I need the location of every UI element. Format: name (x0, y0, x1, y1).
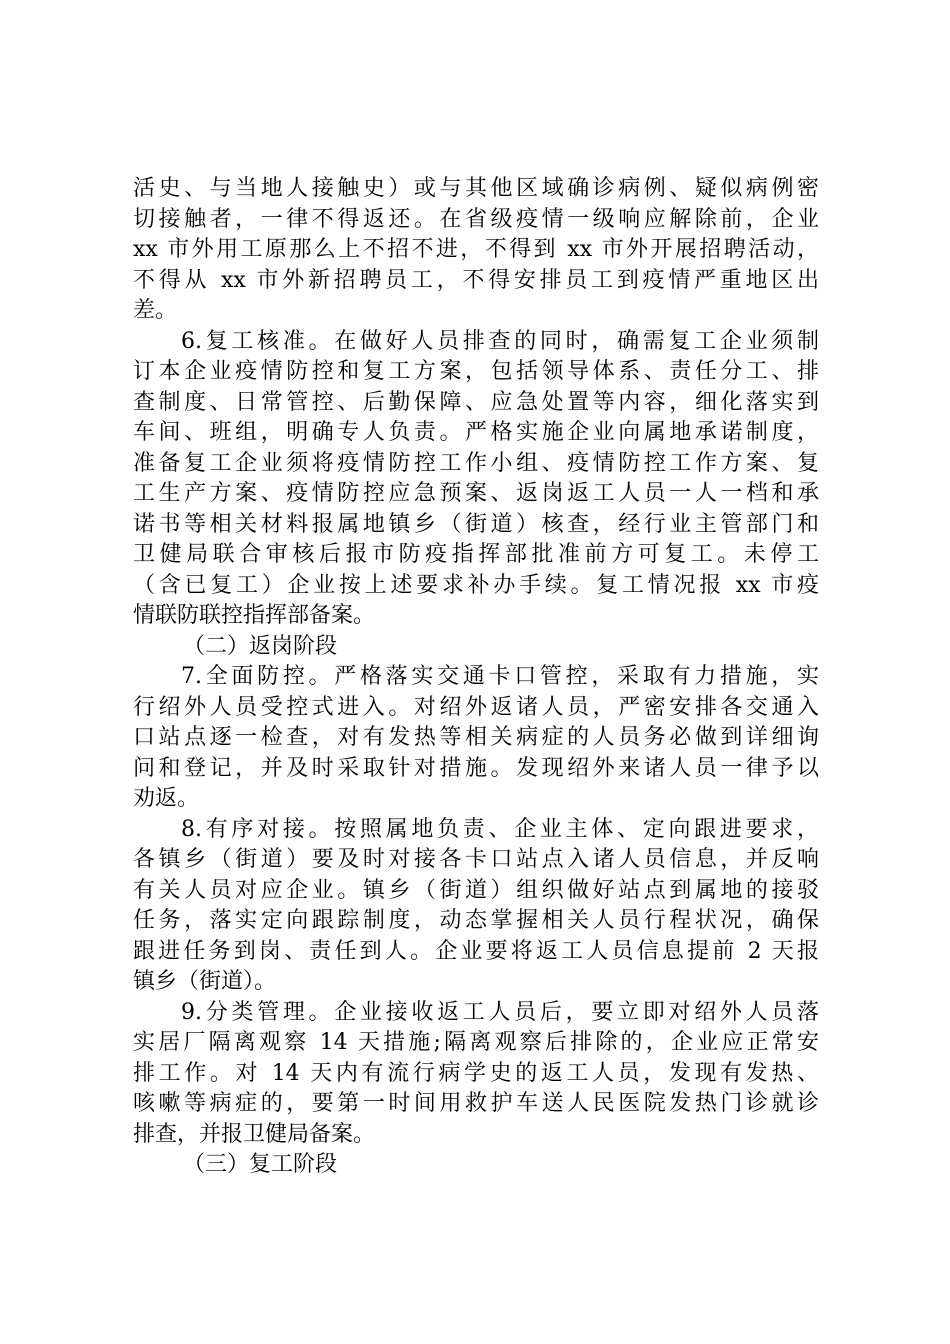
section-heading-text: （三）复工阶段 (183, 1152, 338, 1177)
text-line: 咳嗽等病症的，要第一时间用救护车送人民医院发热门诊就诊 (133, 1091, 819, 1116)
text-line: 实居厂隔离观察 14 天措施;隔离观察后排除的，企业应正常安 (133, 1030, 819, 1055)
section-heading (133, 1150, 819, 1181)
text-line: 切接触者，一律不得返还。在省级疫情一级响应解除前，企业 (133, 206, 819, 232)
paragraph (133, 174, 819, 327)
text-line: 7.全面防控。严格落实交通卡口管控，采取有力措施，实 (181, 664, 819, 689)
text-line: 任务，落实定向跟踪制度，动态掌握相关人员行程状况，确保 (133, 908, 819, 933)
text-line: 诺书等相关材料报属地镇乡（街道）核查，经行业主管部门和 (133, 511, 819, 537)
text-line: （含已复工）企业按上述要求补办手续。复工情况报 xx 市疫 (133, 572, 819, 598)
text-line: 工生产方案、疫情防控应急预案、返岗返工人员一人一档和承 (133, 481, 819, 506)
text-line: xx 市外用工原那么上不招不进，不得到 xx 市外开展招聘活动， (133, 237, 819, 262)
paragraph (133, 662, 819, 815)
text-line: 排工作。对 14 天内有流行病学史的返工人员，发现有发热、 (133, 1060, 819, 1086)
section-heading (133, 632, 819, 663)
text-line: 镇乡（街道）。 (133, 969, 277, 994)
text-line: 8.有序对接。按照属地负责、企业主体、定向跟进要求， (181, 816, 819, 842)
text-line: 查制度、日常管控、后勤保障、应急处置等内容，细化落实到 (133, 389, 819, 415)
text-line: 跟进任务到岗、责任到人。企业要将返工人员信息提前 2 天报 (133, 938, 819, 964)
text-line: 行绍外人员受控式进入。对绍外返诸人员，严密安排各交通入 (133, 694, 819, 720)
text-line: 准备复工企业须将疫情防控工作小组、疫情防控工作方案、复 (133, 450, 819, 476)
text-line: 差。 (133, 298, 178, 323)
paragraph (133, 815, 819, 998)
text-line: 问和登记，并及时采取针对措施。发现绍外来诸人员一律予以 (133, 755, 819, 781)
text-line: 情联防联控指挥部备案。 (133, 603, 376, 628)
text-line: 不得从 xx 市外新招聘员工，不得安排员工到疫情严重地区出 (133, 267, 819, 293)
text-line: 排查，并报卫健局备案。 (133, 1121, 376, 1147)
text-line: 劝返。 (133, 786, 200, 811)
section-heading-text: （二）返岗阶段 (183, 633, 338, 659)
text-line: 车间、班组，明确专人负责。严格实施企业向属地承诺制度， (133, 420, 819, 445)
text-line: 口站点逐一检查，对有发热等相关病症的人员务必做到详细询 (133, 725, 819, 750)
text-line: 活史、与当地人接触史）或与其他区域确诊病例、疑似病例密 (133, 176, 819, 201)
paragraph (133, 998, 819, 1151)
text-line: 有关人员对应企业。镇乡（街道）组织做好站点到属地的接驳 (133, 877, 819, 903)
text-line: 卫健局联合审核后报市防疫指挥部批准前方可复工。未停工 (133, 542, 819, 567)
text-line: 订本企业疫情防控和复工方案，包括领导体系、责任分工、排 (133, 359, 819, 384)
text-line: 各镇乡（街道）要及时对接各卡口站点入诸人员信息，并反响 (133, 847, 819, 872)
text-line: 9.分类管理。企业接收返工人员后，要立即对绍外人员落 (181, 999, 819, 1025)
text-line: 6.复工核准。在做好人员排查的同时，确需复工企业须制 (181, 328, 819, 354)
paragraph (133, 327, 819, 632)
document-body (133, 174, 819, 1181)
